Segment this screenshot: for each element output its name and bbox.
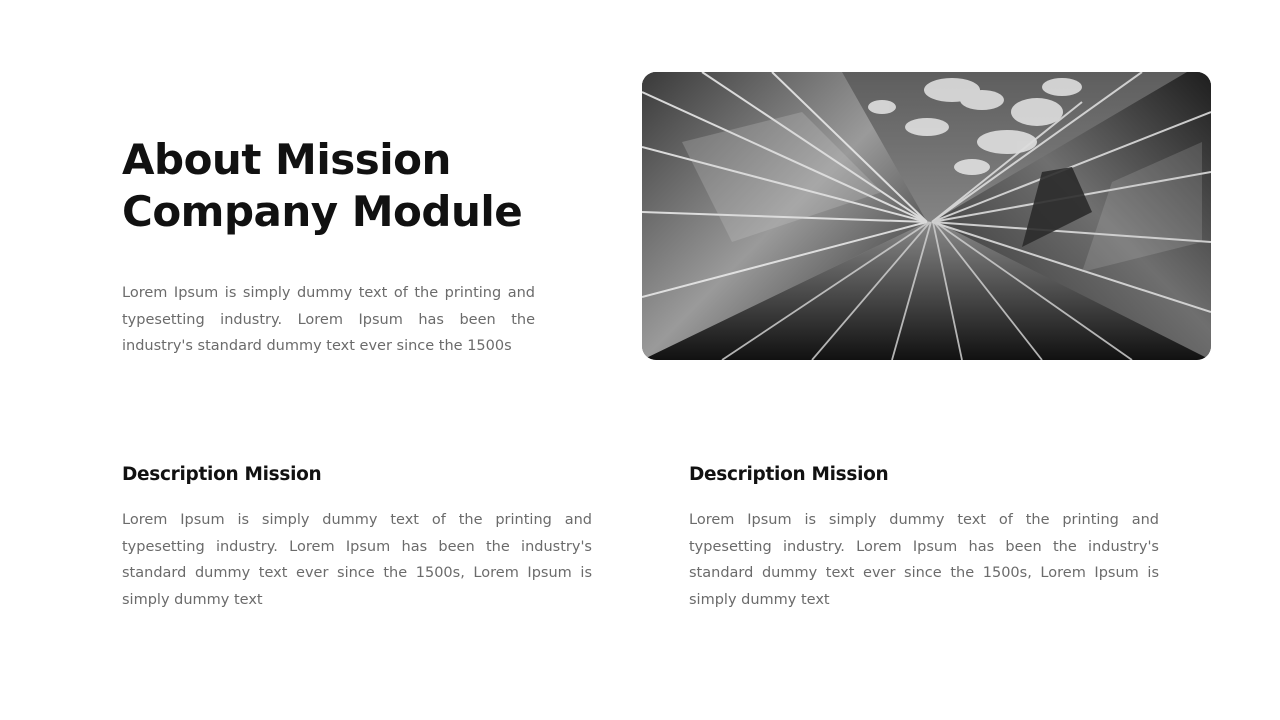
section-heading: Description Mission — [689, 464, 889, 485]
section-heading: Description Mission — [122, 464, 322, 485]
building-photo — [642, 72, 1211, 360]
title-line-2: Company Module — [122, 187, 523, 236]
page-title — [122, 134, 602, 238]
section-body: Lorem Ipsum is simply dummy text of the printing and typesetting industry. Lorem Ipsum has been the industry's standard dummy text ever since the 1500s, Lorem Ipsum is simply dummy text — [122, 512, 592, 608]
description-mission-right — [689, 462, 1159, 613]
intro-paragraph: Lorem Ipsum is simply dummy text of the printing and typesetting industry. Lorem Ipsum has been the industry's standard dummy text ever since the 1500s — [122, 285, 535, 354]
title-line-1: About Mission — [122, 135, 451, 184]
section-body: Lorem Ipsum is simply dummy text of the printing and typesetting industry. Lorem Ipsum has been the industry's standard dummy text ever since the 1500s, Lorem Ipsum is simply dummy text — [689, 512, 1159, 608]
description-mission-left — [122, 462, 592, 613]
building-photo-illustration — [642, 72, 1211, 360]
